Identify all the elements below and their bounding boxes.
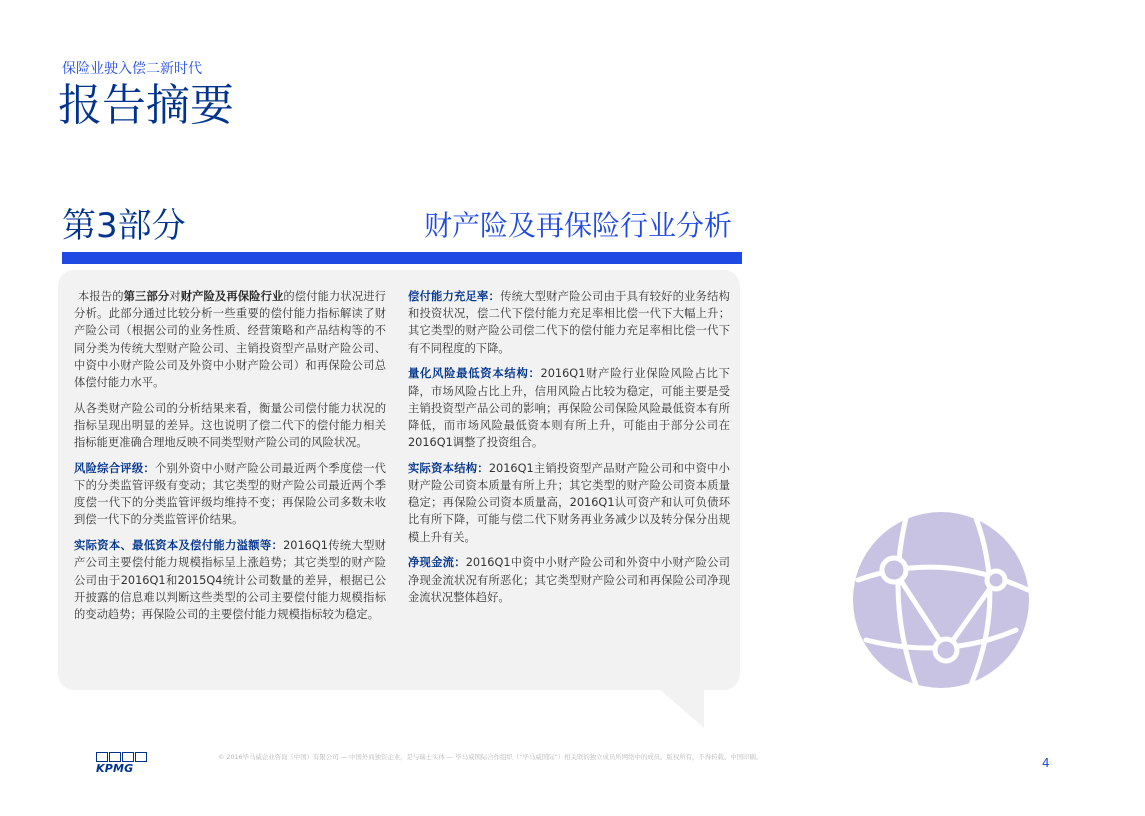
paragraph-heading: 实际资本、最低资本及偿付能力溢额等： [74, 539, 284, 553]
paragraph-heading: 偿付能力充足率： [408, 290, 501, 303]
report-subtitle: 保险业驶入偿二新时代 [62, 61, 202, 77]
summary-paragraph: 实际资本、最低资本及偿付能力溢额等：2016Q1传统大型财产公司主要偿付能力规模指标呈上涨趋势；其它类型的财产险公司由于2016Q1和2015Q4统计公司数量的差异，根据已公开披露的信息难以判断这些类型的公司主要偿付能力规模指标的变动趋势；再保险公司的主要偿付能力规模指标较为稳定。 [74, 539, 386, 621]
summary-paragraph: 风险综合评级：个别外资中小财产险公司最近两个季度偿一代下的分类监管评级有变动；其它类型的财产险公司最近两个季度偿一代下的分类监管评级均维持不变；再保险公司多数未收到偿一代下的分类监管评价结果。 [74, 461, 386, 527]
summary-paragraph: 本报告的第三部分对财产险及再保险行业的偿付能力状况进行分析。此部分通过比较分析一些重要的偿付能力指标解读了财产险公司（根据公司的业务性质、经营策略和产品结构等的不同分类为传统大型财产险公司、主销投资型产品财产险公司、中资中小财产险公司及外资中小财产险公司）和再保险公司总体偿付能力水平。 [74, 290, 386, 390]
page-number: 4 [1042, 756, 1050, 770]
network-globe-icon [846, 510, 1036, 690]
summary-left-column [74, 288, 386, 632]
paragraph-heading: 风险综合评级： [74, 461, 155, 475]
summary-panel-callout-tail [658, 688, 704, 728]
summary-paragraph: 从各类财产险公司的分析结果来看，衡量公司偿付能力状况的指标呈现出明显的差异。这也说明了偿二代下的偿付能力相关指标能更准确合理地反映不同类型财产险公司的风险状况。 [74, 401, 386, 450]
paragraph-heading: 实际资本结构： [408, 461, 489, 475]
paragraph-heading: 净现金流： [408, 556, 466, 570]
summary-right-column [408, 288, 730, 614]
summary-paragraph: 量化风险最低资本结构：2016Q1财产险行业保险风险占比下降，市场风险占比上升，信用风险占比较为稳定，可能主要是受主销投资型产品公司的影响；再保险公司保险风险最低资本有所降低，而市场风险最低资本则有所上升，可能由于部分公司在2016Q1调整了投资组合。 [408, 367, 730, 450]
paragraph-heading: 量化风险最低资本结构： [408, 367, 541, 381]
summary-paragraph: 净现金流：2016Q1中资中小财产险公司和外资中小财产险公司净现金流状况有所恶化；其它类型财产险公司和再保险公司净现金流状况整体趋好。 [408, 556, 730, 604]
kpmg-logo-boxes [96, 752, 147, 762]
section-part-label: 第3部分 [62, 206, 186, 246]
section-title: 财产险及再保险行业分析 [423, 209, 732, 242]
copyright-notice: © 2016毕马威企业咨询（中国）有限公司 — 中国外商独资企业，是与瑞士实体 — 毕马威国际合作组织（“毕马威国际”）相关联的独立成员所网络中的成员。版权所有，不得转载。中国印刷。 [218, 753, 763, 761]
summary-paragraph: 实际资本结构：2016Q1主销投资型产品财产险公司和中资中小财产险公司资本质量有所上升；其它类型的财产险公司资本质量稳定；再保险公司资本质量高，2016Q1认可资产和认可负债环比有所下降，可能与偿二代下财务再业务减少以及转分保分出规模上升有关。 [408, 461, 730, 544]
section-divider-bar [62, 252, 742, 264]
summary-paragraph: 偿付能力充足率：传统大型财产险公司由于具有较好的业务结构和投资状况，偿二代下偿付能力充足率相比偿一代下大幅上升；其它类型的财产险公司偿二代下的偿付能力充足率相比偿一代下有不同程度的下降。 [408, 290, 730, 355]
kpmg-logo-text: KPMG [96, 762, 134, 775]
page-title: 报告摘要 [58, 80, 234, 131]
kpmg-logo [96, 752, 148, 774]
